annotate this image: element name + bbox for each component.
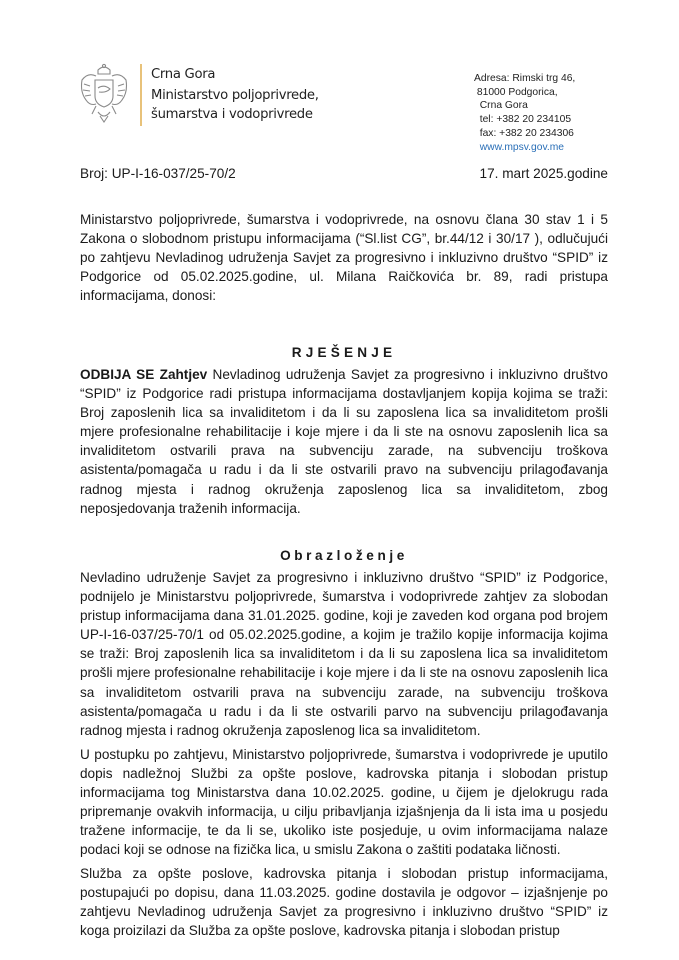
- reasoning-title: Obrazloženje: [280, 548, 408, 563]
- ministry-name: [151, 62, 319, 124]
- reasoning-paragraph-3: [80, 864, 608, 940]
- reasoning-paragraph-1: [80, 568, 608, 740]
- address-line1: Adresa: Rimski trg 46,: [474, 73, 576, 84]
- reference-line: [80, 166, 608, 181]
- country-name: Crna Gora: [151, 67, 216, 82]
- letterhead-logo: [78, 62, 319, 126]
- telephone: tel: +382 20 234105: [474, 114, 572, 126]
- reasoning-text-2: U postupku po zahtjevu, Ministarstvo poljoprivrede, šumarstva i vodoprivrede je uputilo dopis nadležnoj Službi za opšte poslove, kadrovska pitanja i slobodan pristup informacijama tog Ministarstva dana 10.02.2025. godine, u čijem je djelokrugu rada pripremanje ovakvih informacija, u cilju pribavljanja izjašnjenja da li ista ima u posjedu tražene informacije, te da li se, ukoliko iste posjeduje, u ovim informacijama nalaze podaci koji se odnose na fizička lica, u smislu Zakona o zaštiti podataka ličnosti.: [80, 747, 608, 858]
- website-link[interactable]: www.mpsv.gov.me: [474, 141, 565, 153]
- document-date: 17. mart 2025.godine: [479, 166, 608, 181]
- reasoning-text-3: Služba za opšte poslove, kadrovska pitanja i slobodan pristup informacijama, postupajući po dopisu, dana 11.03.2025. godine dostavila je odgovor – izjašnjenje po zahtjevu Nevladinog udruženja Savjet za progresivno i inkluzivno društvo “SPID” iz koga proizilazi da Služba za opšte poslove, kadrovska pitanja i slobodan pristup: [80, 866, 608, 939]
- decision-lead: ODBIJA SE Zahtjev: [80, 367, 208, 382]
- reference-number: Broj: UP-I-16-037/25-70/2: [80, 166, 236, 181]
- ministry-name-line1: Ministarstvo poljoprivrede,: [151, 88, 319, 103]
- fax: fax: +382 20 234306: [474, 127, 574, 139]
- logo-divider: [140, 64, 142, 126]
- coat-of-arms-icon: [78, 62, 130, 124]
- decision-title: RJEŠENJE: [291, 345, 397, 360]
- decision-paragraph: [80, 365, 608, 518]
- decision-text: Nevladinog udruženja Savjet za progresivno i inkluzivno društvo “SPID” iz Podgorice radi pristupa informacijama dostavljanjem kopija kojima se traži: Broj zaposlenih lica sa invaliditetom i da li su zaposlena lica sa invaliditetom prošli mjere profesionalne rehabilitacije i koje mjere i da li ste na osnovu zaposlenih lica sa invaliditetom ostvarili prava na subvenciju zarade, na subvenciju troškova asistenta/pomagača u radu i da li ste ostvarili pravo na subvenciju prilagođavanja radnog mjesta i radnog okruženja zaposlenog lica sa invaliditetom, zbog neposjedovanja traženih informacija.: [80, 367, 608, 516]
- intro-paragraph: [80, 210, 608, 305]
- address-line3: Crna Gora: [474, 100, 528, 112]
- contact-block: [474, 72, 575, 154]
- address-line2: 81000 Podgorica,: [474, 86, 558, 98]
- ministry-name-line2: šumarstva i vodoprivrede: [151, 107, 313, 122]
- reasoning-paragraph-2: [80, 745, 608, 860]
- intro-text: Ministarstvo poljoprivrede, šumarstva i vodoprivrede, na osnovu člana 30 stav 1 i 5 Zakona o slobodnom pristupu informacijama (“Sl.list CG”, br.44/12 i 30/17 ), odlučujući po zahtjevu Nevladinog udruženja Savjet za progresivno i inkluzivno društvo “SPID” iz Podgorice od 05.02.2025.godine, ul. Milana Raičkovića br. 89, radi pristupa informacijama, donosi:: [80, 212, 608, 304]
- reasoning-text-1: Nevladino udruženje Savjet za progresivno i inkluzivno društvo “SPID” iz Podgorice, podnijelo je Ministarstvu poljoprivrede, šumarstva i vodoprivrede zahtjev za slobodan pristup informacijama dana 31.01.2025. godine, koji je zaveden kod organa pod brojem UP-I-16-037/25-70/1 od 05.02.2025.godine, a kojim je tražilo kopije informacija kojima se traži: Broj zaposlenih lica sa invaliditetom i da li su zaposlena lica sa invaliditetom prošli mjere profesionalne rehabilitacije i koje mjere i da li ste na osnovu zaposlenih lica sa invaliditetom ostvarili prava na subvenciju zarade, na subvenciju troškova asistenta/pomagača u radu i da li ste ostvarili parvo na subvenciju prilagođavanja radnog mjesta i radnog okruženja zaposlenog lica sa invaliditetom.: [80, 570, 608, 738]
